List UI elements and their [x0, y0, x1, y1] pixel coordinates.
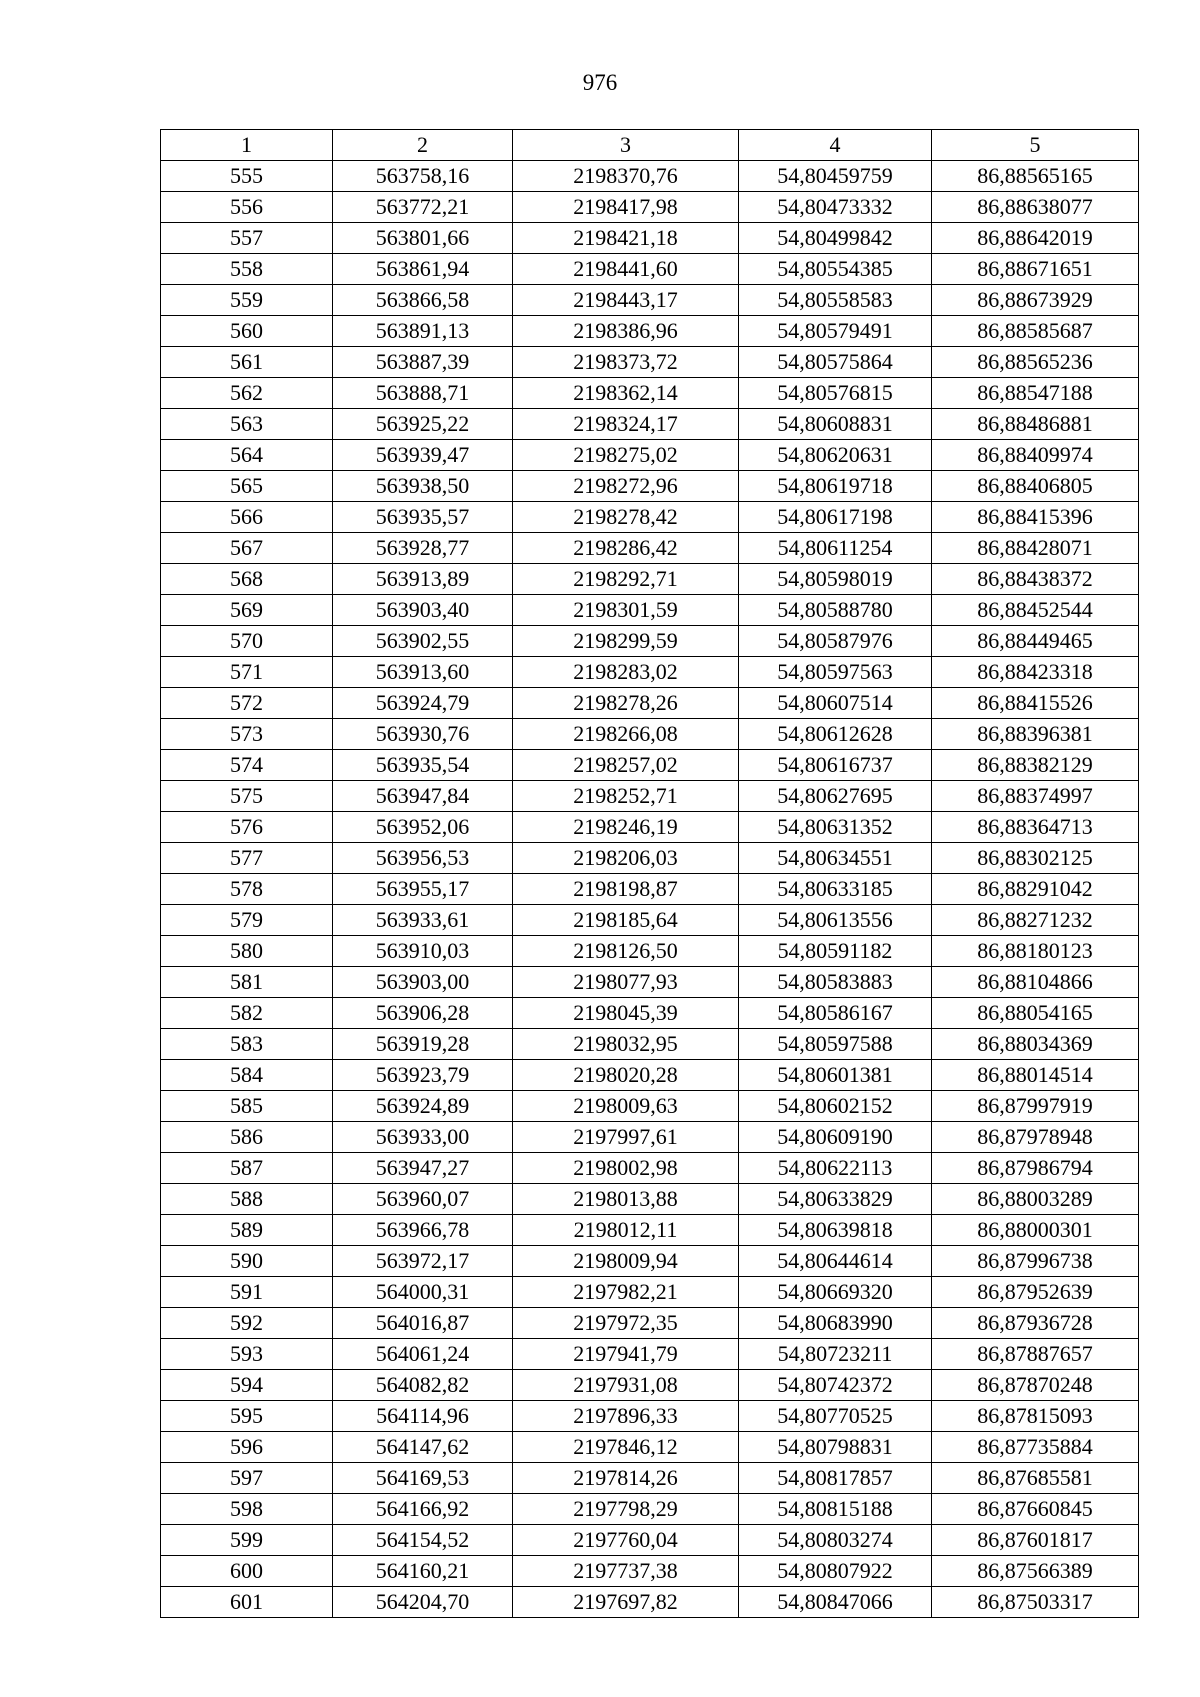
table-cell-col-5: 86,87986794 [932, 1153, 1139, 1184]
table-row [161, 1060, 1139, 1091]
table-cell-col-5: 86,88302125 [932, 843, 1139, 874]
table-cell-col-5: 86,87952639 [932, 1277, 1139, 1308]
table-cell-col-2: 563903,00 [333, 967, 513, 998]
table-cell-col-1: 575 [161, 781, 333, 812]
table-cell-col-2: 563772,21 [333, 192, 513, 223]
table-cell-col-4: 54,80597563 [739, 657, 932, 688]
table-cell-col-4: 54,80588780 [739, 595, 932, 626]
table-cell-col-2: 563955,17 [333, 874, 513, 905]
table-cell-col-2: 563939,47 [333, 440, 513, 471]
table-cell-col-3: 2198286,42 [513, 533, 739, 564]
table-cell-col-5: 86,88014514 [932, 1060, 1139, 1091]
table-cell-col-4: 54,80617198 [739, 502, 932, 533]
table-cell-col-1: 584 [161, 1060, 333, 1091]
table-cell-col-5: 86,87503317 [932, 1587, 1139, 1618]
table-cell-col-1: 586 [161, 1122, 333, 1153]
table-cell-col-3: 2197697,82 [513, 1587, 739, 1618]
table-cell-col-2: 563861,94 [333, 254, 513, 285]
table-cell-col-4: 54,80591182 [739, 936, 932, 967]
table-cell-col-5: 86,88565165 [932, 161, 1139, 192]
table-cell-col-4: 54,80602152 [739, 1091, 932, 1122]
table-cell-col-3: 2198272,96 [513, 471, 739, 502]
table-cell-col-2: 563930,76 [333, 719, 513, 750]
table-cell-col-5: 86,88585687 [932, 316, 1139, 347]
table-cell-col-2: 564114,96 [333, 1401, 513, 1432]
table-cell-col-2: 563947,27 [333, 1153, 513, 1184]
table-cell-col-3: 2198198,87 [513, 874, 739, 905]
page-number: 976 [582, 70, 618, 95]
table-cell-col-1: 576 [161, 812, 333, 843]
table-cell-col-3: 2198301,59 [513, 595, 739, 626]
table-cell-col-1: 577 [161, 843, 333, 874]
table-cell-col-1: 581 [161, 967, 333, 998]
table-cell-col-1: 570 [161, 626, 333, 657]
column-header-4: 4 [739, 130, 932, 161]
table-cell-col-2: 563924,89 [333, 1091, 513, 1122]
table-row [161, 1091, 1139, 1122]
table-cell-col-4: 54,80583883 [739, 967, 932, 998]
table-cell-col-1: 579 [161, 905, 333, 936]
table-cell-col-2: 563924,79 [333, 688, 513, 719]
table-row [161, 1184, 1139, 1215]
table-cell-col-4: 54,80847066 [739, 1587, 932, 1618]
table-cell-col-3: 2197972,35 [513, 1308, 739, 1339]
table-cell-col-3: 2197997,61 [513, 1122, 739, 1153]
table-cell-col-1: 573 [161, 719, 333, 750]
table-cell-col-3: 2198012,11 [513, 1215, 739, 1246]
table-cell-col-5: 86,88423318 [932, 657, 1139, 688]
table-cell-col-4: 54,80633185 [739, 874, 932, 905]
column-header-5: 5 [932, 130, 1139, 161]
table-cell-col-2: 564169,53 [333, 1463, 513, 1494]
table-cell-col-3: 2198275,02 [513, 440, 739, 471]
table-cell-col-5: 86,88642019 [932, 223, 1139, 254]
table-cell-col-3: 2198009,63 [513, 1091, 739, 1122]
table-cell-col-3: 2197814,26 [513, 1463, 739, 1494]
table-cell-col-3: 2198443,17 [513, 285, 739, 316]
table-cell-col-1: 591 [161, 1277, 333, 1308]
table-cell-col-2: 563935,57 [333, 502, 513, 533]
table-cell-col-3: 2198002,98 [513, 1153, 739, 1184]
table-cell-col-2: 564204,70 [333, 1587, 513, 1618]
table-cell-col-5: 86,88374997 [932, 781, 1139, 812]
table-row [161, 595, 1139, 626]
table-cell-col-1: 567 [161, 533, 333, 564]
table-cell-col-5: 86,88415526 [932, 688, 1139, 719]
table-cell-col-3: 2198421,18 [513, 223, 739, 254]
table-cell-col-5: 86,88565236 [932, 347, 1139, 378]
table-cell-col-1: 578 [161, 874, 333, 905]
table-cell-col-5: 86,88382129 [932, 750, 1139, 781]
table-cell-col-3: 2197896,33 [513, 1401, 739, 1432]
table-cell-col-5: 86,87660845 [932, 1494, 1139, 1525]
table-cell-col-3: 2197846,12 [513, 1432, 739, 1463]
table-row [161, 1122, 1139, 1153]
table-cell-col-4: 54,80612628 [739, 719, 932, 750]
table-cell-col-2: 563938,50 [333, 471, 513, 502]
table-cell-col-4: 54,80817857 [739, 1463, 932, 1494]
table-cell-col-2: 564016,87 [333, 1308, 513, 1339]
table-cell-col-4: 54,80770525 [739, 1401, 932, 1432]
table-cell-col-4: 54,80558583 [739, 285, 932, 316]
table-cell-col-3: 2198246,19 [513, 812, 739, 843]
table-cell-col-2: 563919,28 [333, 1029, 513, 1060]
table-cell-col-4: 54,80613556 [739, 905, 932, 936]
table-cell-col-4: 54,80598019 [739, 564, 932, 595]
table-cell-col-4: 54,80579491 [739, 316, 932, 347]
table-cell-col-5: 86,88449465 [932, 626, 1139, 657]
table-cell-col-4: 54,80803274 [739, 1525, 932, 1556]
table-cell-col-5: 86,88409974 [932, 440, 1139, 471]
table-cell-col-5: 86,88003289 [932, 1184, 1139, 1215]
table-cell-col-2: 563925,22 [333, 409, 513, 440]
table-cell-col-1: 563 [161, 409, 333, 440]
table-cell-col-4: 54,80619718 [739, 471, 932, 502]
table-cell-col-1: 555 [161, 161, 333, 192]
table-cell-col-5: 86,88034369 [932, 1029, 1139, 1060]
table-cell-col-2: 564000,31 [333, 1277, 513, 1308]
table-cell-col-1: 566 [161, 502, 333, 533]
table-cell-col-2: 563887,39 [333, 347, 513, 378]
table-row [161, 1308, 1139, 1339]
table-cell-col-3: 2198292,71 [513, 564, 739, 595]
table-cell-col-1: 585 [161, 1091, 333, 1122]
table-cell-col-5: 86,88396381 [932, 719, 1139, 750]
table-cell-col-5: 86,87936728 [932, 1308, 1139, 1339]
table-cell-col-4: 54,80622113 [739, 1153, 932, 1184]
table-cell-col-4: 54,80473332 [739, 192, 932, 223]
table-cell-col-5: 86,88547188 [932, 378, 1139, 409]
table-cell-col-3: 2198257,02 [513, 750, 739, 781]
table-cell-col-1: 561 [161, 347, 333, 378]
table-cell-col-1: 572 [161, 688, 333, 719]
table-cell-col-1: 588 [161, 1184, 333, 1215]
table-cell-col-3: 2198032,95 [513, 1029, 739, 1060]
table-cell-col-2: 563960,07 [333, 1184, 513, 1215]
table-cell-col-3: 2198266,08 [513, 719, 739, 750]
table-cell-col-2: 563801,66 [333, 223, 513, 254]
table-row [161, 533, 1139, 564]
table-cell-col-3: 2198299,59 [513, 626, 739, 657]
column-header-3: 3 [513, 130, 739, 161]
table-cell-col-5: 86,88054165 [932, 998, 1139, 1029]
table-cell-col-3: 2198045,39 [513, 998, 739, 1029]
table-cell-col-3: 2197941,79 [513, 1339, 739, 1370]
table-cell-col-1: 592 [161, 1308, 333, 1339]
table-cell-col-5: 86,88364713 [932, 812, 1139, 843]
table-cell-col-5: 86,87815093 [932, 1401, 1139, 1432]
table-cell-col-4: 54,80616737 [739, 750, 932, 781]
table-body [161, 161, 1139, 1618]
table-cell-col-4: 54,80554385 [739, 254, 932, 285]
table-cell-col-2: 564166,92 [333, 1494, 513, 1525]
table-row [161, 843, 1139, 874]
table-cell-col-5: 86,88104866 [932, 967, 1139, 998]
table-cell-col-1: 595 [161, 1401, 333, 1432]
table-cell-col-4: 54,80815188 [739, 1494, 932, 1525]
table-row [161, 781, 1139, 812]
table-cell-col-3: 2197760,04 [513, 1525, 739, 1556]
table-row [161, 1277, 1139, 1308]
table-row [161, 1401, 1139, 1432]
table-row [161, 1246, 1139, 1277]
table-row [161, 1370, 1139, 1401]
table-cell-col-1: 574 [161, 750, 333, 781]
table-cell-col-3: 2197931,08 [513, 1370, 739, 1401]
table-cell-col-3: 2198278,42 [513, 502, 739, 533]
table-cell-col-3: 2198185,64 [513, 905, 739, 936]
table-cell-col-1: 593 [161, 1339, 333, 1370]
table-cell-col-1: 568 [161, 564, 333, 595]
table-cell-col-5: 86,87870248 [932, 1370, 1139, 1401]
table-cell-col-3: 2197982,21 [513, 1277, 739, 1308]
table-cell-col-2: 563923,79 [333, 1060, 513, 1091]
table-cell-col-1: 564 [161, 440, 333, 471]
table-cell-col-4: 54,80644614 [739, 1246, 932, 1277]
table-cell-col-2: 563902,55 [333, 626, 513, 657]
table-cell-col-3: 2198417,98 [513, 192, 739, 223]
table-cell-col-3: 2198252,71 [513, 781, 739, 812]
table-cell-col-2: 563913,60 [333, 657, 513, 688]
table-row [161, 347, 1139, 378]
table-cell-col-2: 563933,00 [333, 1122, 513, 1153]
table-cell-col-2: 563928,77 [333, 533, 513, 564]
table-cell-col-3: 2198386,96 [513, 316, 739, 347]
table-row [161, 750, 1139, 781]
table-cell-col-4: 54,80586167 [739, 998, 932, 1029]
table-row [161, 409, 1139, 440]
table-cell-col-2: 564160,21 [333, 1556, 513, 1587]
table-cell-col-4: 54,80607514 [739, 688, 932, 719]
table-cell-col-1: 565 [161, 471, 333, 502]
table-cell-col-5: 86,87685581 [932, 1463, 1139, 1494]
table-row [161, 440, 1139, 471]
table-row [161, 285, 1139, 316]
table-cell-col-5: 86,87566389 [932, 1556, 1139, 1587]
table-cell-col-2: 563891,13 [333, 316, 513, 347]
table-cell-col-2: 564061,24 [333, 1339, 513, 1370]
table-cell-col-1: 601 [161, 1587, 333, 1618]
table-cell-col-3: 2198373,72 [513, 347, 739, 378]
table-cell-col-1: 560 [161, 316, 333, 347]
table-cell-col-5: 86,88180123 [932, 936, 1139, 967]
table-cell-col-4: 54,80608831 [739, 409, 932, 440]
table-row [161, 192, 1139, 223]
table-cell-col-5: 86,88486881 [932, 409, 1139, 440]
table-cell-col-5: 86,87997919 [932, 1091, 1139, 1122]
table-cell-col-3: 2198206,03 [513, 843, 739, 874]
table-row [161, 223, 1139, 254]
table-cell-col-4: 54,80633829 [739, 1184, 932, 1215]
table-cell-col-1: 582 [161, 998, 333, 1029]
table-cell-col-1: 580 [161, 936, 333, 967]
table-cell-col-2: 563952,06 [333, 812, 513, 843]
table-cell-col-2: 563910,03 [333, 936, 513, 967]
coordinates-table [160, 129, 1139, 1618]
table-cell-col-4: 54,80683990 [739, 1308, 932, 1339]
table-row [161, 1463, 1139, 1494]
table-cell-col-2: 563933,61 [333, 905, 513, 936]
table-cell-col-4: 54,80597588 [739, 1029, 932, 1060]
table-cell-col-2: 564147,62 [333, 1432, 513, 1463]
table-cell-col-1: 589 [161, 1215, 333, 1246]
table-cell-col-4: 54,80627695 [739, 781, 932, 812]
table-cell-col-5: 86,88415396 [932, 502, 1139, 533]
header-row [161, 130, 1139, 161]
table-cell-col-4: 54,80634551 [739, 843, 932, 874]
table-cell-col-1: 562 [161, 378, 333, 409]
table-row [161, 1153, 1139, 1184]
table-cell-col-1: 556 [161, 192, 333, 223]
table-cell-col-1: 559 [161, 285, 333, 316]
table-cell-col-5: 86,87978948 [932, 1122, 1139, 1153]
table-cell-col-4: 54,80499842 [739, 223, 932, 254]
table-row [161, 657, 1139, 688]
table-cell-col-1: 571 [161, 657, 333, 688]
table-cell-col-1: 587 [161, 1153, 333, 1184]
table-cell-col-5: 86,88673929 [932, 285, 1139, 316]
table-cell-col-5: 86,88638077 [932, 192, 1139, 223]
table-cell-col-5: 86,88000301 [932, 1215, 1139, 1246]
table-row [161, 161, 1139, 192]
table-cell-col-4: 54,80742372 [739, 1370, 932, 1401]
table-row [161, 905, 1139, 936]
table-cell-col-4: 54,80575864 [739, 347, 932, 378]
table-cell-col-1: 600 [161, 1556, 333, 1587]
table-cell-col-2: 563956,53 [333, 843, 513, 874]
table-cell-col-4: 54,80611254 [739, 533, 932, 564]
table-cell-col-3: 2198077,93 [513, 967, 739, 998]
table-cell-col-2: 563758,16 [333, 161, 513, 192]
table-row [161, 1494, 1139, 1525]
table-cell-col-1: 597 [161, 1463, 333, 1494]
table-cell-col-2: 564154,52 [333, 1525, 513, 1556]
table-cell-col-5: 86,87601817 [932, 1525, 1139, 1556]
table-cell-col-5: 86,87887657 [932, 1339, 1139, 1370]
table-cell-col-2: 563966,78 [333, 1215, 513, 1246]
table-cell-col-4: 54,80459759 [739, 161, 932, 192]
table-cell-col-2: 563935,54 [333, 750, 513, 781]
table-cell-col-1: 599 [161, 1525, 333, 1556]
table-row [161, 1525, 1139, 1556]
table-cell-col-5: 86,88438372 [932, 564, 1139, 595]
table-cell-col-4: 54,80587976 [739, 626, 932, 657]
table-cell-col-1: 558 [161, 254, 333, 285]
table-cell-col-1: 557 [161, 223, 333, 254]
table-cell-col-5: 86,88271232 [932, 905, 1139, 936]
table-row [161, 1432, 1139, 1463]
table-cell-col-4: 54,80798831 [739, 1432, 932, 1463]
table-cell-col-4: 54,80631352 [739, 812, 932, 843]
table-cell-col-1: 596 [161, 1432, 333, 1463]
table-row [161, 936, 1139, 967]
table-row [161, 1215, 1139, 1246]
table-row [161, 378, 1139, 409]
table-cell-col-5: 86,88671651 [932, 254, 1139, 285]
table-cell-col-3: 2198324,17 [513, 409, 739, 440]
table-cell-col-4: 54,80601381 [739, 1060, 932, 1091]
table-row [161, 812, 1139, 843]
table-row [161, 719, 1139, 750]
table-cell-col-1: 598 [161, 1494, 333, 1525]
table-cell-col-4: 54,80807922 [739, 1556, 932, 1587]
table-row [161, 1339, 1139, 1370]
table-cell-col-2: 563866,58 [333, 285, 513, 316]
table-cell-col-3: 2198126,50 [513, 936, 739, 967]
table-cell-col-4: 54,80669320 [739, 1277, 932, 1308]
table-cell-col-1: 583 [161, 1029, 333, 1060]
table-cell-col-4: 54,80639818 [739, 1215, 932, 1246]
table-cell-col-3: 2198441,60 [513, 254, 739, 285]
table-cell-col-2: 563903,40 [333, 595, 513, 626]
table-row [161, 688, 1139, 719]
table-cell-col-3: 2198370,76 [513, 161, 739, 192]
table-cell-col-3: 2198020,28 [513, 1060, 739, 1091]
table-row [161, 1587, 1139, 1618]
table-cell-col-3: 2198009,94 [513, 1246, 739, 1277]
table-row [161, 967, 1139, 998]
table-cell-col-5: 86,88291042 [932, 874, 1139, 905]
table-cell-col-2: 563888,71 [333, 378, 513, 409]
table-cell-col-5: 86,88406805 [932, 471, 1139, 502]
table-cell-col-1: 594 [161, 1370, 333, 1401]
table-cell-col-2: 563947,84 [333, 781, 513, 812]
table-row [161, 626, 1139, 657]
table-cell-col-3: 2198362,14 [513, 378, 739, 409]
table-row [161, 254, 1139, 285]
table-cell-col-2: 563906,28 [333, 998, 513, 1029]
table-cell-col-4: 54,80609190 [739, 1122, 932, 1153]
table-row [161, 998, 1139, 1029]
table-cell-col-3: 2198013,88 [513, 1184, 739, 1215]
table-row [161, 564, 1139, 595]
table-cell-col-1: 569 [161, 595, 333, 626]
table-cell-col-3: 2197737,38 [513, 1556, 739, 1587]
table-cell-col-4: 54,80620631 [739, 440, 932, 471]
table-cell-col-5: 86,88428071 [932, 533, 1139, 564]
table-cell-col-2: 564082,82 [333, 1370, 513, 1401]
table-row [161, 471, 1139, 502]
table-cell-col-1: 590 [161, 1246, 333, 1277]
table-cell-col-2: 563913,89 [333, 564, 513, 595]
table-row [161, 1029, 1139, 1060]
table-header [161, 130, 1139, 161]
table-cell-col-3: 2198283,02 [513, 657, 739, 688]
table-row [161, 502, 1139, 533]
table-cell-col-2: 563972,17 [333, 1246, 513, 1277]
table-cell-col-5: 86,88452544 [932, 595, 1139, 626]
table-cell-col-5: 86,87996738 [932, 1246, 1139, 1277]
table-row [161, 316, 1139, 347]
table-row [161, 874, 1139, 905]
table-cell-col-4: 54,80723211 [739, 1339, 932, 1370]
table-cell-col-3: 2198278,26 [513, 688, 739, 719]
table-cell-col-3: 2197798,29 [513, 1494, 739, 1525]
column-header-1: 1 [161, 130, 333, 161]
column-header-2: 2 [333, 130, 513, 161]
table-cell-col-5: 86,87735884 [932, 1432, 1139, 1463]
table-row [161, 1556, 1139, 1587]
table-cell-col-4: 54,80576815 [739, 378, 932, 409]
